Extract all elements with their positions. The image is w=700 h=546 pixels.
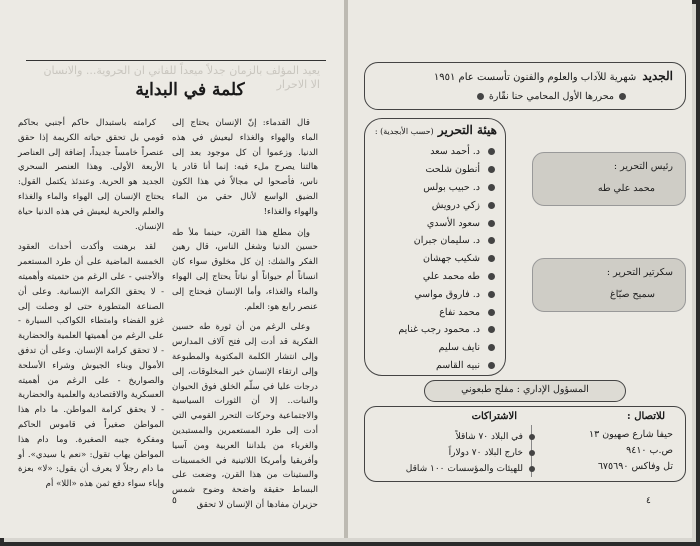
bullet-icon bbox=[488, 220, 495, 227]
page-number-left: ٥ bbox=[172, 496, 177, 506]
member-name: نايف سليم bbox=[438, 342, 480, 354]
list-item bbox=[367, 445, 535, 461]
bullet-icon bbox=[529, 466, 535, 472]
paragraph: قال القدماء: إنّ الإنسان يحتاج إلى الماء والهواء والغذاء ليعيش في هذه الدنيا. وزعموا أن كل موجود بعد إلى هالتنا يصرح ملء فيه: إنما أنا قادر يا ناس، فأصحوا لي مجالاً في هذا الكون الضيق الواسع لأنال حقي من الماء والهواء والغذاء! bbox=[172, 118, 318, 217]
secretary-label: سكرتير التحرير : bbox=[606, 267, 673, 278]
member-name: د. حبيب بولس bbox=[423, 181, 480, 193]
editor-name: محمد علي طه bbox=[597, 183, 655, 194]
member-name: أنطون شلحت bbox=[425, 164, 480, 176]
paragraph: وعلى الرغم من أن ثورة طه حسين الفكرية قد أدت إلى فتح آلاف المدارس وإلى انتشار الكلمة المكتوبة والمطبوعة وإلى ارتقاء الإنسان خير المخلوقات، إلى درجات عليا في سلّم الخلق فوق الحيوان والنبات.. إلا أن الثورات السياسية والاجتماعية وحركات التحرر القومي التي أدت إلى طرد المستعمرين والمستبدين والغرباء من بلداننا العربية ومن آسيا وأفريقيا وأمريكا اللاتينية في الخمسينات والستينات من هذا القرن، وضعت على البساط حقيقة واضحة وضوح شمس حزيران مفادها أن الإنسان لا تحقق bbox=[172, 322, 318, 510]
list-item bbox=[375, 232, 495, 250]
board-title: هيئة التحرير bbox=[437, 123, 497, 137]
top-rule bbox=[26, 60, 326, 61]
secretary-box bbox=[532, 258, 686, 312]
contact-details bbox=[547, 429, 673, 477]
member-name: د. سليمان جبران bbox=[413, 235, 480, 247]
admin-manager: المسؤول الإداري : مفلح طبعوني bbox=[461, 384, 589, 395]
list-item bbox=[375, 214, 495, 232]
bullet-icon bbox=[488, 344, 495, 351]
po-box-line: ص.ب ٩٤١٠ bbox=[626, 445, 673, 456]
show-through-text: يعيد المؤلف بالزمان جدلاً ميعداً للفاني ان الحروية... والانسان الا الاحرار bbox=[43, 64, 320, 91]
bullet-icon bbox=[488, 237, 495, 244]
bullet-icon bbox=[488, 202, 495, 209]
text-column-left bbox=[18, 116, 164, 498]
member-name: د. أحمد سعد bbox=[430, 146, 480, 158]
bullet-icon bbox=[619, 93, 626, 100]
admin-box bbox=[424, 380, 626, 402]
text-column-right bbox=[172, 116, 318, 519]
bullet-icon bbox=[488, 166, 495, 173]
bullet-icon bbox=[477, 93, 484, 100]
editorial-board-box bbox=[364, 118, 506, 376]
paragraph: لقد برهنت وأكدت أحداث العقود الخمسة الماضية على أن طرد المستعمر والأجنبي - على الرغم من حتميته وأهميته - لا يحقق الكرامة الإنسانية. وعلى أن الصناعة المتطورة حتى لو وصلت إلى غزو الفضاء وامتطاء الكواكب السيارة - على الرغم من أهميتها العلمية والحضارية - لا تحقق كرامة الإنسان. وعلى أن تدفق الأموال وبناء الجيوش وشراء الأسلحة والصواريخ - على الرغم من أهميته العسكرية والاقتصادية والعلمية والحضارية - لا يحقق كرامة المواطن. ما دام هذا المواطن صغيراً في قاموس الحاكم ومفكرة جيبه الصغيرة. وما دام هذا المواطن يهاب تقول: «نعم يا سيدي». أو ما دام رجلاً لا يعرف أن يقول: «لا» بعزة وإباء سواء دفع ثمن هذه «اللا» أم bbox=[18, 242, 164, 490]
list-item bbox=[375, 250, 495, 268]
bullet-icon bbox=[529, 434, 535, 440]
member-name: زكي درويش bbox=[431, 199, 480, 211]
bullet-icon bbox=[488, 184, 495, 191]
bullet-icon bbox=[488, 309, 495, 316]
member-name: د. فاروق مواسي bbox=[414, 288, 480, 300]
member-name: سعود الأسدي bbox=[426, 217, 480, 229]
list-item bbox=[375, 357, 495, 375]
list-item bbox=[375, 268, 495, 286]
list-item bbox=[367, 429, 535, 445]
member-name: نبيه القاسم bbox=[435, 359, 480, 371]
board-members bbox=[375, 143, 495, 374]
page-number-right: ٤ bbox=[646, 496, 651, 506]
magazine-name: الجديد bbox=[642, 69, 673, 83]
bullet-icon bbox=[488, 255, 495, 262]
paragraph: وإن مطلع هذا القرن، حينما ملأ طه حسين الدنيا وشغل الناس، قال رهين الفكر والشك: إن كل مخلوق سواء كان انساناً أم حيواناً أو نباتاً يحتاج إلى الهواء والماء والغذاء، وأما الإنسان فيحتاج إلى عنصر رابع هو: العلم. bbox=[172, 227, 318, 312]
bullet-icon bbox=[488, 362, 495, 369]
paragraph: كرامته باستبدال حاكم أجنبي بحاكم قومي بل تحقق حياته الكريمة إذا حقق عنصراً خامساً جديداً، إضافة إلى العناصر الأربعة الأولى. وهذا العنصر السحري الجديد هو الحرية. وعندئذ يكتمل القول: يحتاج الإنسان إلى الهواء والماء والغذاء والعلم والحرية ليعيش في هذه الدنيا حياة الإنسان. bbox=[18, 118, 164, 232]
list-item bbox=[375, 143, 495, 161]
subscription-details bbox=[367, 429, 535, 477]
contact-box bbox=[364, 406, 686, 482]
list-item bbox=[375, 196, 495, 214]
member-name: طه محمد علي bbox=[422, 270, 480, 282]
list-item bbox=[375, 285, 495, 303]
subscription-rate: خارج البلاد ٧٠ دولاراً bbox=[448, 448, 523, 458]
list-item bbox=[367, 461, 535, 477]
secretary-name: سميح صبّاغ bbox=[610, 289, 655, 300]
subscriptions-title: الاشتراكات bbox=[471, 411, 517, 422]
subscription-rate: في البلاد ٧٠ شاقلاً bbox=[455, 432, 523, 442]
subscription-rate: للهيئات والمؤسسات ١٠٠ شاقل bbox=[405, 464, 523, 474]
magazine-tagline: شهرية للآداب والعلوم والفنون تأسست عام ١٩٥١ bbox=[433, 72, 637, 83]
bullet-icon bbox=[488, 148, 495, 155]
board-subtitle: (حسب الأبجدية) : bbox=[374, 127, 434, 136]
masthead-box bbox=[364, 62, 686, 110]
member-name: د. محمود رجب غنايم bbox=[398, 324, 480, 336]
bullet-icon bbox=[529, 450, 535, 456]
editor-label: رئيس التحرير : bbox=[613, 161, 673, 172]
list-item bbox=[375, 179, 495, 197]
list-item bbox=[375, 321, 495, 339]
contact-title: للاتصال : bbox=[627, 411, 665, 422]
bullet-icon bbox=[488, 291, 495, 298]
phone-fax-line: تل وفاكس ٦٧٥٦٩٠ bbox=[597, 461, 673, 472]
list-item bbox=[375, 339, 495, 357]
founding-editor: محررها الأول المحامي حنا نقّارة bbox=[488, 91, 614, 102]
left-page bbox=[0, 0, 344, 538]
bullet-icon bbox=[488, 326, 495, 333]
list-item bbox=[375, 161, 495, 179]
page-title: كلمة في البداية bbox=[135, 80, 245, 100]
bullet-icon bbox=[488, 273, 495, 280]
member-name: محمد نفاع bbox=[439, 306, 480, 318]
list-item bbox=[375, 303, 495, 321]
member-name: شكيب جهشان bbox=[422, 253, 480, 265]
editor-in-chief-box bbox=[532, 152, 686, 206]
address-line: حيفا شارع صهيون ١٣ bbox=[588, 429, 673, 440]
